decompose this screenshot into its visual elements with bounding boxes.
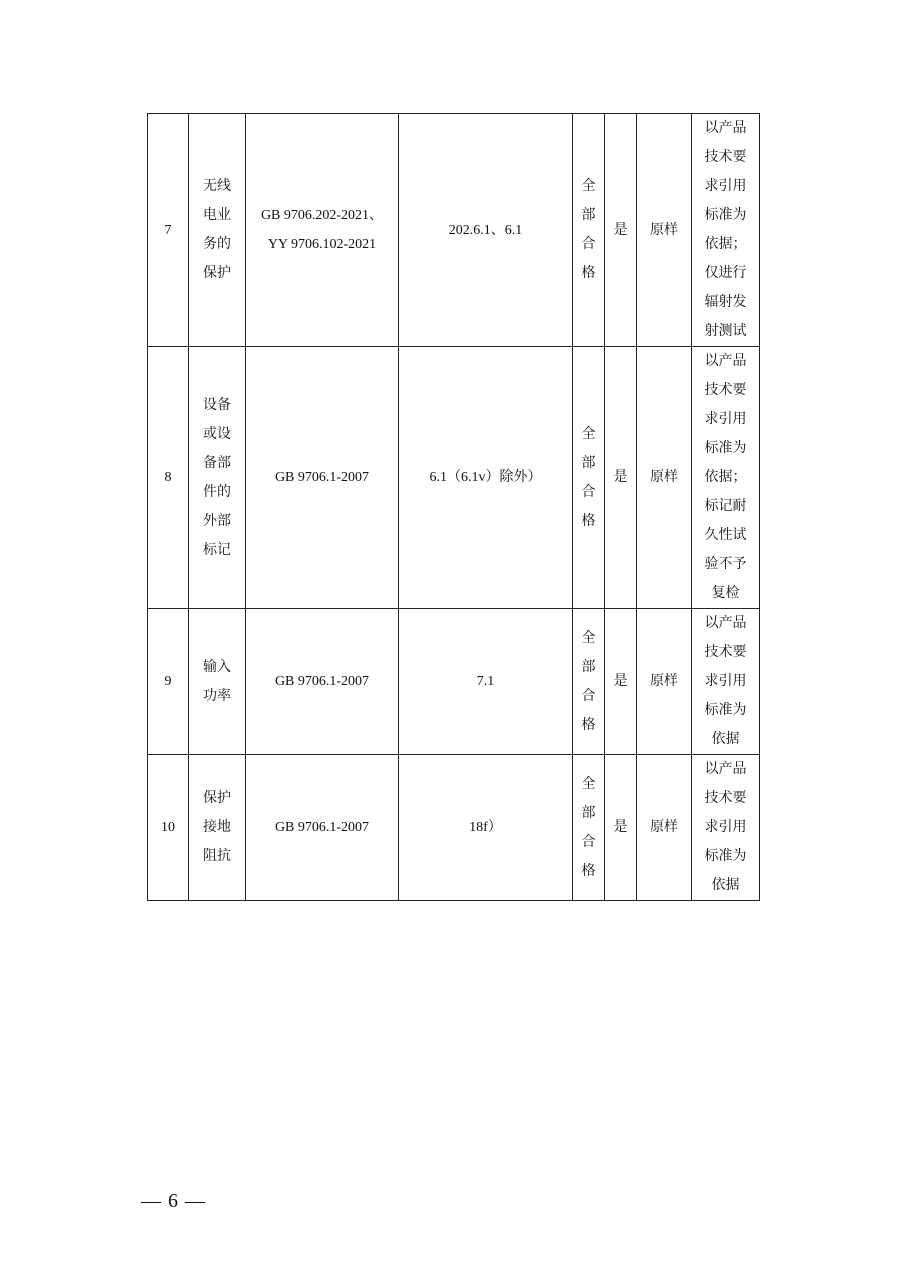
standard: GB 9706.1-2007 — [246, 609, 399, 755]
clause: 18f） — [399, 755, 573, 901]
table-row — [148, 755, 760, 901]
inspection-table — [147, 113, 760, 901]
row-number: 10 — [148, 755, 189, 901]
table-row — [148, 114, 760, 347]
clause: 202.6.1、6.1 — [399, 114, 573, 347]
remark: 以产品技术要求引用标准为依据；仅进行辐射发射测试 — [692, 114, 760, 347]
test-item: 无线电业务的保护 — [189, 114, 246, 347]
conform: 是 — [605, 755, 637, 901]
remark: 以产品技术要求引用标准为依据 — [692, 755, 760, 901]
remark: 以产品技术要求引用标准为依据；标记耐久性试验不予复检 — [692, 347, 760, 609]
result: 全部合格 — [573, 609, 605, 755]
clause: 6.1（6.1v）除外） — [399, 347, 573, 609]
test-item: 设备或设备部件的外部标记 — [189, 347, 246, 609]
page-number: — 6 — — [141, 1190, 206, 1212]
standard: GB 9706.1-2007 — [246, 347, 399, 609]
remark: 以产品技术要求引用标准为依据 — [692, 609, 760, 755]
test-item: 保护接地阻抗 — [189, 755, 246, 901]
row-number: 7 — [148, 114, 189, 347]
conform: 是 — [605, 347, 637, 609]
standard: GB 9706.202-2021、YY 9706.102-2021 — [246, 114, 399, 347]
conform: 是 — [605, 114, 637, 347]
result: 全部合格 — [573, 347, 605, 609]
table-row — [148, 609, 760, 755]
clause: 7.1 — [399, 609, 573, 755]
standard: GB 9706.1-2007 — [246, 755, 399, 901]
result: 全部合格 — [573, 755, 605, 901]
sample-state: 原样 — [637, 347, 692, 609]
sample-state: 原样 — [637, 755, 692, 901]
table-row — [148, 347, 760, 609]
row-number: 9 — [148, 609, 189, 755]
test-item: 输入功率 — [189, 609, 246, 755]
sample-state: 原样 — [637, 114, 692, 347]
conform: 是 — [605, 609, 637, 755]
row-number: 8 — [148, 347, 189, 609]
sample-state: 原样 — [637, 609, 692, 755]
result: 全部合格 — [573, 114, 605, 347]
